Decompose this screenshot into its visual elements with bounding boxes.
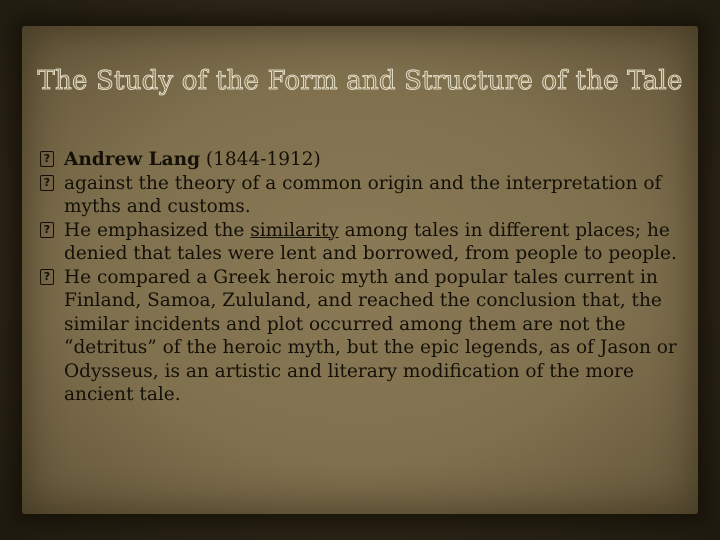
bullet-item [40, 219, 680, 266]
bullet-box-icon: ? [40, 222, 54, 238]
bullet-text-post: among tales in different places; he denied that tales were lent and borrowed, from people to people. [64, 219, 677, 264]
author-dates: (1844-1912) [200, 149, 321, 170]
bullet-text: against the theory of a common origin and the interpretation of myths and customs. [64, 172, 662, 217]
underlined-word: similarity [250, 219, 339, 241]
bullet-box-icon: ? [40, 151, 54, 167]
bullet-text-pre: He emphasized the [64, 219, 251, 241]
bullet-box-icon: ? [40, 175, 54, 191]
bullet-box-icon: ? [40, 269, 54, 285]
author-name: Andrew Lang [64, 149, 201, 170]
bullet-text: He compared a Greek heroic myth and popular tales current in Finland, Samoa, Zululand, and reached the conclusion that, the similar incidents and plot occurred among them are not the “detritus” of the heroic myth, but the epic legends, as of Jason or Odysseus, is an artistic and literary modification of the more ancient tale. [64, 266, 677, 405]
bullet-item [40, 266, 680, 407]
slide-title: The Study of the Form and Structure of the Tale [37, 66, 683, 96]
slide-body [40, 148, 680, 407]
bullet-item [40, 172, 680, 219]
bullet-item [40, 148, 680, 172]
